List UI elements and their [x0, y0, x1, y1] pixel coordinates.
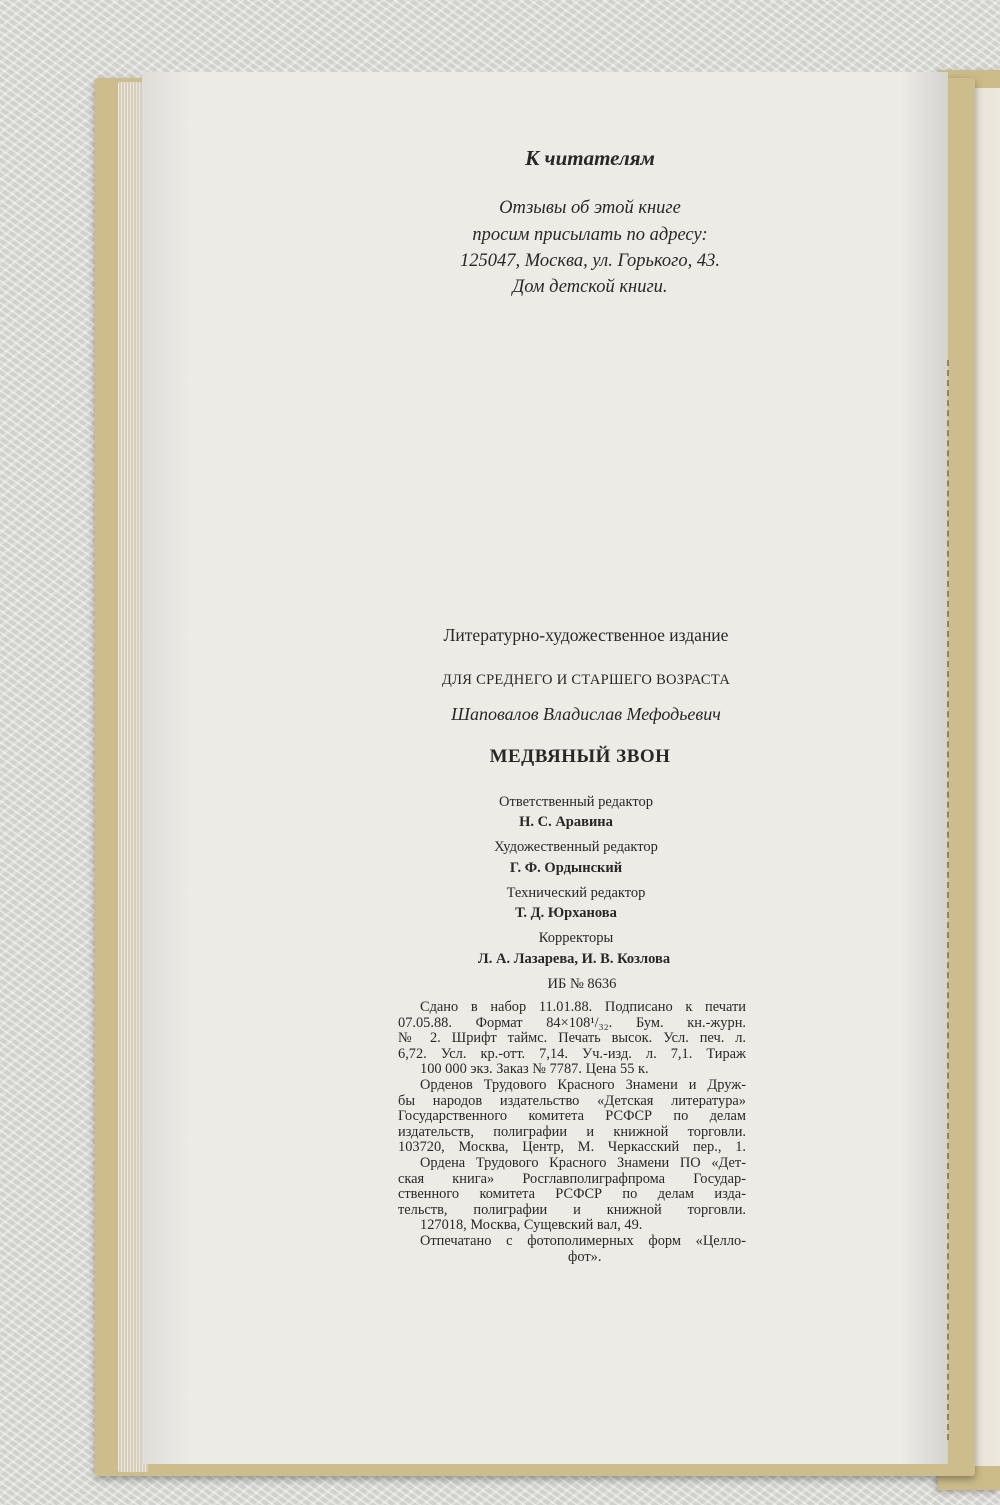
imprint-line: Сдано в набор 11.01.88. Подписано к печати: [420, 999, 746, 1015]
imprint-line: фот».: [568, 1248, 602, 1265]
credit-role-1: Ответственный редактор: [499, 794, 653, 810]
credit-role-3: Технический редактор: [506, 885, 646, 901]
imprint-line: № 2. Шрифт таймс. Печать высок. Усл. печ. л.: [398, 1030, 746, 1047]
audience: ДЛЯ СРЕДНЕГО И СТАРШЕГО ВОЗРАСТА: [441, 672, 731, 688]
imprint-line: Государственного комитета РСФСР по делам: [398, 1108, 746, 1125]
imprint-line: ственного комитета РСФСР по делам изда-: [398, 1186, 746, 1203]
readers-line-1: Отзывы об этой книге: [499, 198, 681, 218]
credit-name-4: Л. А. Лазарева, И. В. Козлова: [477, 951, 671, 967]
imprint-line: издательств, полиграфии и книжной торговли.: [398, 1123, 746, 1140]
imprint-line: бы народов издательство «Детская литература»: [398, 1092, 746, 1109]
imprint-line: тельств, полиграфии и книжной торговли.: [398, 1201, 746, 1218]
readers-heading: К читателям: [525, 146, 655, 170]
imprint-line: 127018, Москва, Сущевский вал, 49.: [420, 1217, 643, 1234]
imprint-line: 103720, Москва, Центр, М. Черкасский пер., 1.: [398, 1139, 746, 1156]
author-name: Шаповалов Владислав Мефодьевич: [451, 704, 721, 724]
binding-stitch: [935, 360, 949, 1440]
imprint-line: ская книга» Росглавполиграфпрома Государ-: [398, 1170, 746, 1187]
imprint-line: Отпечатано с фотополимерных форм «Целло-: [420, 1232, 746, 1249]
credit-role-2: Художественный редактор: [494, 839, 658, 855]
imprint-line: Ордена Трудового Красного Знамени ПО «Дет-: [420, 1154, 746, 1171]
ib-number: ИБ № 8636: [547, 976, 617, 992]
readers-line-4: Дом детской книги.: [512, 277, 668, 297]
credit-name-1: Н. С. Аравина: [519, 814, 613, 830]
credit-role-4: Корректоры: [538, 930, 614, 946]
credit-name-3: Т. Д. Юрханова: [515, 905, 617, 921]
imprint-line: 6,72. Усл. кр.-отт. 7,14. Уч.-изд. л. 7,1. Тираж: [398, 1045, 746, 1062]
book-title: МЕДВЯНЫЙ ЗВОН: [489, 746, 671, 767]
imprint-line: Орденов Трудового Красного Знамени и Друж-: [420, 1076, 746, 1093]
readers-line-3: 125047, Москва, ул. Горького, 43.: [460, 251, 720, 271]
credit-name-2: Г. Ф. Ордынский: [509, 860, 623, 876]
imprint-block: [398, 1000, 746, 1265]
readers-line-2: просим присылать по адресу:: [472, 225, 708, 245]
imprint-line: 07.05.88. Формат 84×108¹/₃₂. Бум. кн.-журн.: [398, 1014, 746, 1031]
edition-type: Литературно-художественное издание: [443, 625, 729, 645]
imprint-line: 100 000 экз. Заказ № 7787. Цена 55 к.: [420, 1061, 649, 1078]
